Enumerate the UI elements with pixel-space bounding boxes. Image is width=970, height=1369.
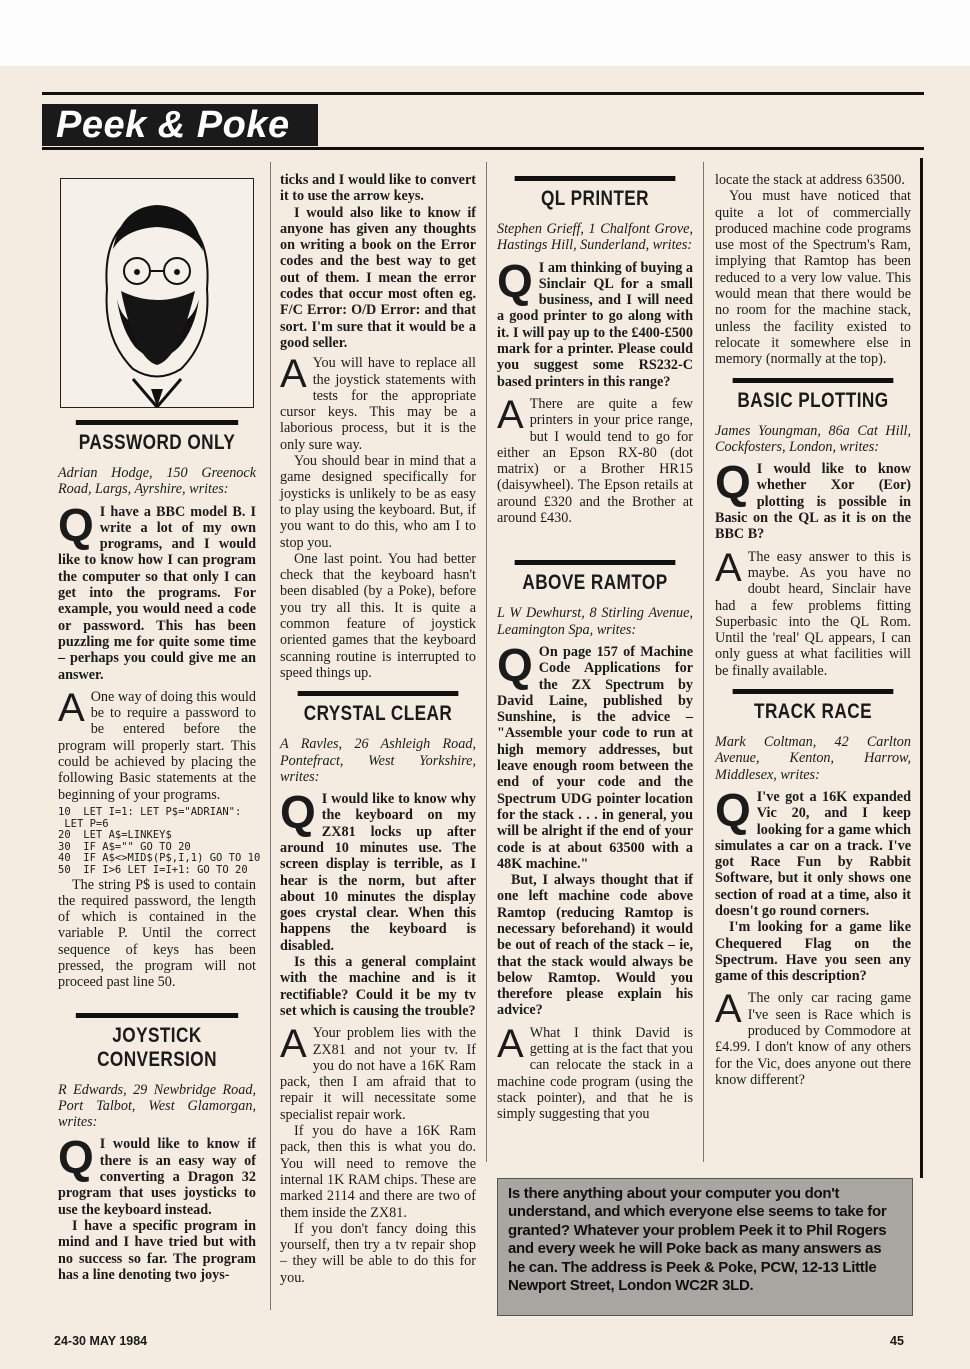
drop-cap-a: A <box>715 987 742 1032</box>
section-heading: JOYSTICK CONVERSION <box>76 1013 238 1072</box>
column-4 <box>715 172 911 1088</box>
drop-cap-q: Q <box>497 638 533 691</box>
section-heading: BASIC PLOTTING <box>733 378 894 413</box>
answer-text: You must have noticed that quite a lot of commercially produced machine code programs use most of the Spectrum's Ram, implying that Ramtop has been reduced to a very low value. This would mean that there would be no room for the machine stack, unless the facility existed to relocate it somewhere else in memory (normally at the top). <box>715 188 911 368</box>
question-text: Is this a general complaint with the machine and is it rectifiable? Could it be my tv set which is causing the trouble? <box>280 954 476 1019</box>
question-text: I would like to know why the keyboard on my ZX81 locks up after around 10 minutes use. The screen display is terrible, as I hear is the norm, but after about 10 minutes the display goes crystal clear. When this happens the keyboard is disabled. <box>280 791 476 954</box>
answer-text: The easy answer to this is maybe. As you have no doubt heard, Sinclair have had a few problems fitting Superbasic into the QL Rom. Until the 'real' QL appears, I can only guess at what facilities will be finally available. <box>715 548 911 679</box>
section-heading: TRACK RACE <box>733 689 894 724</box>
byline: A Ravles, 26 Ashleigh Road, Pontefract, West Yorkshire, writes: <box>280 736 476 785</box>
section-heading: PASSWORD ONLY <box>76 420 238 455</box>
byline: L W Dewhurst, 8 Stirling Avenue, Leamington Spa, writes: <box>497 605 693 638</box>
answer-text: Your problem lies with the ZX81 and not your tv. If you do not have a 16K Ram pack, then I am afraid that to repair it will necessitate some specialist repair work. <box>280 1025 476 1123</box>
question-text: I'm looking for a game like Chequered Flag on the Spectrum. Have you seen any game of this description? <box>715 919 911 985</box>
drop-cap-a: A <box>497 1021 524 1066</box>
answer-text: What I think David is getting at is the fact that you can relocate the stack in a machine code program (using the stack pointer), and that he is simply suggesting that you <box>497 1024 693 1123</box>
masthead-rule <box>42 147 924 150</box>
answer-text: The string P$ is used to contain the required password, the length of which is contained in the variable P. Until the correct sequence of keys has been pressed, the program will not proceed past line 50. <box>58 876 256 991</box>
drop-cap-a: A <box>497 392 524 437</box>
drop-cap-a: A <box>715 545 742 590</box>
question-text: I would like to know whether Xor (Eor) plotting is possible in Basic on the QL as it is on the BBC B? <box>715 461 911 543</box>
answer-text: You should bear in mind that a game designed specifically for joysticks is unlikely to be as easy to play using the keyboard. But, if you want to do this, who am I to stop you. <box>280 453 476 551</box>
column-1 <box>58 172 261 1283</box>
question-text: I've got a 16K expanded Vic 20, and I keep looking for a game which simulates a car on a track. I've got Race Fun by Rabbit Software, but it only shows one section of road at a time, also it doesn't go round corners. <box>715 788 911 919</box>
column-divider <box>270 162 271 1310</box>
answer-text: There are quite a few printers in your price range, but I would tend to go for either an Epson RX-80 (dot matrix) or a Brother HR15 (daisywheel). The Epson retails at around £320 and the Brother at around £430. <box>497 395 693 527</box>
column-divider <box>486 162 487 1162</box>
author-portrait <box>60 178 254 408</box>
footer-date: 24-30 MAY 1984 <box>54 1334 148 1348</box>
section-heading: CRYSTAL CLEAR <box>298 691 459 726</box>
drop-cap-a: A <box>280 352 307 397</box>
column-3 <box>497 168 693 1123</box>
drop-cap-a: A <box>58 685 85 730</box>
top-rule <box>42 92 924 95</box>
answer-text: You will have to replace all the joystick statements with tests for the appropriate cursor keys. This may be a laborious process, but it is the only sure way. <box>280 355 476 453</box>
portrait-illustration <box>61 179 253 407</box>
byline: James Youngman, 86a Cat Hill, Cockfosters, London, writes: <box>715 422 911 455</box>
drop-cap-a: A <box>280 1022 307 1067</box>
section-heading: ABOVE RAMTOP <box>515 560 676 595</box>
answer-text: One way of doing this would be to require a password to be entered before the program will properly start. This could be achieved by placing the following Basic statements at the beginning of your programs. <box>58 688 256 803</box>
answer-text: If you do have a 16K Ram pack, then this is what you do. You will need to remove the internal 1K RAM chips. These are marked 2114 and there are two of them inside the ZX81. <box>280 1123 476 1221</box>
answer-text: If you don't fancy doing this yourself, then try a tv repair shop – they will be able to do this for you. <box>280 1220 476 1286</box>
drop-cap-q: Q <box>715 783 751 836</box>
answer-text: locate the stack at address 63500. <box>715 172 905 188</box>
column-divider <box>703 162 704 1162</box>
drop-cap-q: Q <box>280 786 316 839</box>
promo-box: Is there anything about your computer you don't understand, and which everyone else seems to take for granted? Whatever your problem Peek it to Phil Rogers and every week he will Poke back as many answers as he can. The address is Peek & Poke, PCW, 12-13 Little Newport Street, London WC2R 3LD. <box>497 1178 913 1316</box>
question-text: ticks and I would like to convert it to use the arrow keys. <box>280 172 476 205</box>
masthead: Peek & Poke <box>42 104 318 146</box>
byline: Adrian Hodge, 150 Greenock Road, Largs, Ayrshire, writes: <box>58 465 256 498</box>
byline: Mark Coltman, 42 Carlton Avenue, Kenton, Harrow, Middlesex, writes: <box>715 734 911 783</box>
question-text: I have a BBC model B. I write a lot of my own programs, and I would like to know how I can program the computer so that only I can get into the programs. For example, you would need a code or password. This has been puzzling me for quite some time – perhaps you could give me an answer. <box>58 503 256 683</box>
question-text: I am thinking of buying a Sinclair QL for a small business, and I will need a good printer to go along with it. I will pay up to the £400-£500 mark for a printer. Please could you suggest some RS232-C based printers in this range? <box>497 259 693 390</box>
answer-text: One last point. You had better check that the keyboard hasn't been disabled (by a Poke), before you try all this. It is quite a common feature of joystick oriented games that the keyboard scanning routine is interrupted to speed things up. <box>280 550 476 681</box>
basic-code-listing: 10 LET I=1: LET P$="ADRIAN": LET P=6 20 LET A$=LINKEY$ 30 IF A$="" GO TO 20 40 IF A$<>MID$(P$,I,1) GO TO 10 50 IF I>6 LET I=I+1: GO TO 20 <box>58 805 261 876</box>
question-text: I would also like to know if anyone has given any thoughts on writing a book on the Error codes and the best way to get out of them. I mean the error codes that occur most often eg. F/C Error: O/D Error: and that sort. I'm sure that it would be a good seller. <box>280 204 476 351</box>
right-border <box>920 158 923 1178</box>
page-number: 45 <box>890 1334 904 1348</box>
answer-text: The only car racing game I've seen is Race which is produced by Commodore at £4.99. I don't know of any others for the Vic, does anyone out there know different? <box>715 990 911 1088</box>
drop-cap-q: Q <box>58 1131 94 1184</box>
drop-cap-q: Q <box>497 254 533 307</box>
question-text: On page 157 of Machine Code Applications for the ZX Spectrum by David Laine, published by Sunshine, is the advice – "Assemble your code to run at high memory addresses, but leave enough room between the end of your code and the Spectrum UDG pointer location for the stack . . . in general, you will be alright if the end of your code is at about 63500 with a 48K machine." <box>497 643 693 872</box>
question-text: But, I always thought that if one left machine code above Ramtop (reducing Ramtop is necessary beforehand) it would be out of reach of the stack – ie, that the stack would always be below Ramtop. Would you therefore please explain his advice? <box>497 872 693 1019</box>
question-text: I would like to know if there is an easy way of converting a Dragon 32 program that uses joysticks to use the keyboard instead. <box>58 1136 256 1218</box>
drop-cap-q: Q <box>58 498 94 551</box>
question-text: I have a specific program in mind and I have tried but with no success so far. The program has a line denoting two joys- <box>58 1217 256 1283</box>
section-heading: QL PRINTER <box>515 176 676 211</box>
byline: R Edwards, 29 Newbridge Road, Port Talbot, West Glamorgan, writes: <box>58 1081 256 1131</box>
column-2 <box>280 172 476 1286</box>
byline: Stephen Grieff, 1 Chalfont Grove, Hastings Hill, Sunderland, writes: <box>497 221 693 254</box>
drop-cap-q: Q <box>715 456 751 509</box>
